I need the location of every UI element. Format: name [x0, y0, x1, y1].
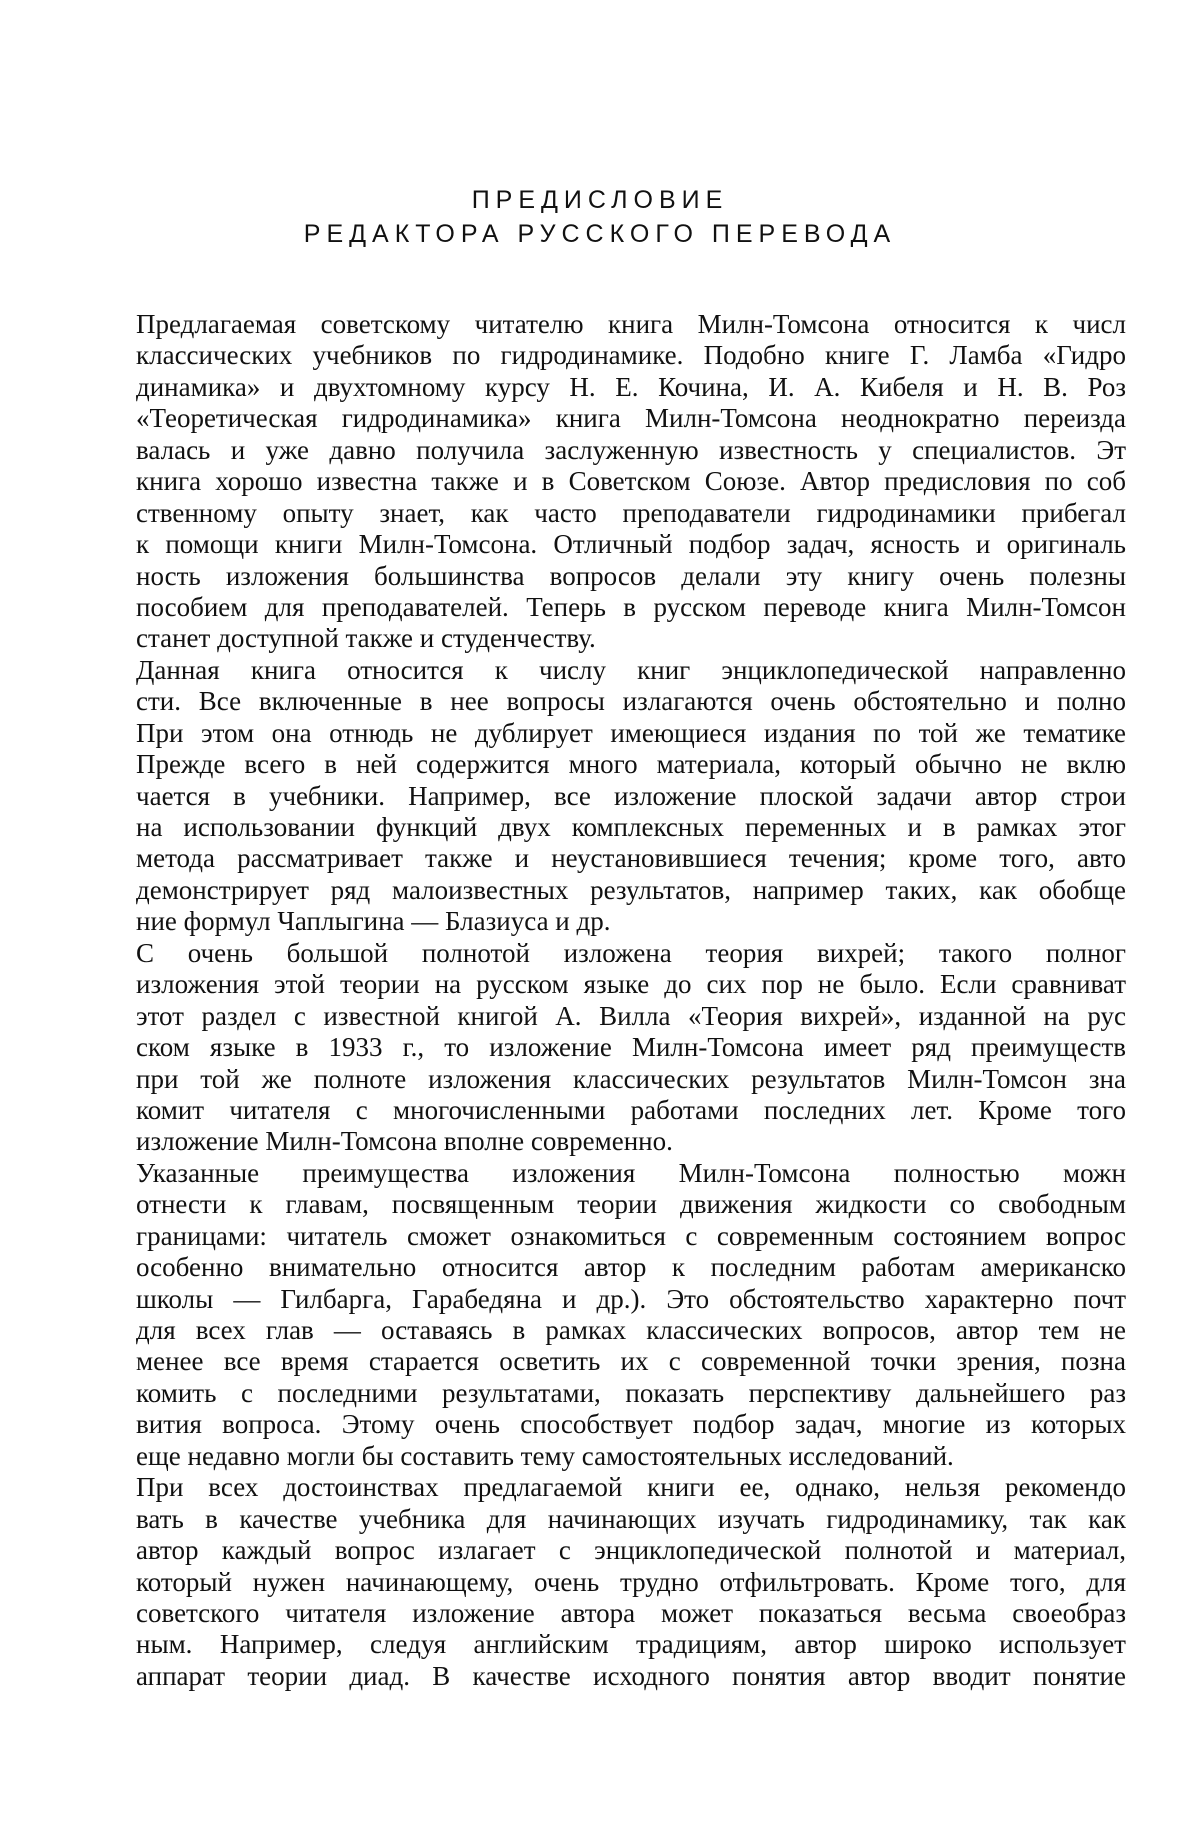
text-line: ние формул Чаплыгина — Блазиуса и др.: [136, 906, 611, 937]
text-line: сти. Все включенные в нее вопросы излагаются очень обстоятельно и полно: [136, 686, 1126, 717]
text-line: При всех достоинствах предлагаемой книги ее, однако, нельзя рекомендо: [136, 1472, 1126, 1503]
text-line: отнести к главам, посвященным теории движения жидкости со свободным: [136, 1189, 1126, 1220]
body-text: [136, 309, 1126, 1692]
text-line: вать в качестве учебника для начинающих изучать гидродинамику, так как: [136, 1503, 1126, 1534]
text-line: изложение Милн-Томсона вполне современно.: [136, 1126, 673, 1157]
text-line: для всех глав — оставаясь в рамках классических вопросов, автор тем не: [136, 1315, 1126, 1345]
text-line: этот раздел с известной книгой А. Вилла «Теория вихрей», изданной на рус: [136, 1000, 1126, 1031]
text-line: демонстрирует ряд малоизвестных результатов, например таких, как обобще: [136, 874, 1126, 905]
text-line: границами: читатель сможет ознакомиться с современным состоянием вопрос: [136, 1220, 1126, 1251]
text-line: на использовании функций двух комплексных переменных и в рамках этог: [136, 812, 1126, 842]
heading-line-2: РЕДАКТОРА РУССКОГО ПЕРЕВОДА: [303, 220, 897, 248]
text-line: еще недавно могли бы составить тему самостоятельных исследований.: [136, 1440, 954, 1471]
text-line: комит читателя с многочисленными работами последних лет. Кроме того: [136, 1094, 1126, 1125]
text-line: комить с последними результатами, показать перспективу дальнейшего раз: [136, 1377, 1126, 1408]
text-line: изложения этой теории на русском языке до сих пор не было. Если сравниват: [136, 969, 1126, 1000]
text-line: при той же полноте изложения классических результатов Милн-Томсон зна: [136, 1063, 1126, 1094]
text-line: менее все время старается осветить их с современной точки зрения, позна: [136, 1346, 1126, 1377]
text-line: Данная книга относится к числу книг энциклопедической направленно: [136, 654, 1126, 685]
text-line: «Теоретическая гидродинамика» книга Милн-Томсона неоднократно переизда: [136, 403, 1126, 434]
text-line: к помощи книги Милн-Томсона. Отличный подбор задач, ясность и оригиналь: [136, 529, 1126, 560]
text-line: особенно внимательно относится автор к последним работам американско: [136, 1252, 1126, 1283]
text-line: Прежде всего в ней содержится много материала, который обычно не вклю: [136, 749, 1126, 780]
text-line: станет доступной также и студенчеству.: [136, 623, 596, 654]
heading-line-1: ПРЕДИСЛОВИЕ: [471, 186, 729, 214]
text-line: ным. Например, следуя английским традициям, автор широко использует: [136, 1629, 1126, 1660]
text-line: классических учебников по гидродинамике. Подобно книге Г. Ламба «Гидро: [136, 340, 1126, 371]
text-line: С очень большой полнотой изложена теория вихрей; такого полног: [136, 937, 1126, 968]
text-line: который нужен начинающему, очень трудно отфильтровать. Кроме того, для: [136, 1566, 1126, 1597]
text-line: динамика» и двухтомному курсу Н. Е. Кочина, И. А. Кибеля и Н. В. Роз: [136, 371, 1126, 402]
text-line: Указанные преимущества изложения Милн-Томсона полностью можн: [136, 1157, 1126, 1188]
text-line: вития вопроса. Этому очень способствует подбор задач, многие из которых: [136, 1409, 1126, 1440]
text-line: советского читателя изложение автора может показаться весьма своеобраз: [136, 1597, 1126, 1628]
text-line: ность изложения большинства вопросов делали эту книгу очень полезны: [136, 560, 1126, 591]
text-line: пособием для преподавателей. Теперь в русском переводе книга Милн-Томсон: [136, 591, 1126, 622]
text-line: ском языке в 1933 г., то изложение Милн-Томсона имеет ряд преимуществ: [136, 1032, 1126, 1063]
text-line: школы — Гилбарга, Гарабедяна и др.). Это обстоятельство характерно почт: [136, 1283, 1126, 1314]
text-line: книга хорошо известна также и в Советском Союзе. Автор предисловия по соб: [136, 466, 1126, 497]
text-line: автор каждый вопрос излагает с энциклопедической полнотой и материал,: [136, 1535, 1126, 1566]
text-line: метода рассматривает также и неустановившиеся течения; кроме того, авто: [136, 843, 1126, 874]
text-line: валась и уже давно получила заслуженную известность у специалистов. Эт: [136, 434, 1126, 465]
text-line: ственному опыту знает, как часто преподаватели гидродинамики прибегал: [136, 497, 1126, 528]
text-line: аппарат теории диад. В качестве исходного понятия автор вводит понятие: [136, 1660, 1126, 1691]
text-line: Предлагаемая советскому читателю книга Милн-Томсона относится к числ: [136, 309, 1126, 339]
text-line: чается в учебники. Например, все изложение плоской задачи автор строи: [136, 780, 1126, 811]
text-line: При этом она отнюдь не дублирует имеющиеся издания по той же тематике: [136, 717, 1126, 748]
